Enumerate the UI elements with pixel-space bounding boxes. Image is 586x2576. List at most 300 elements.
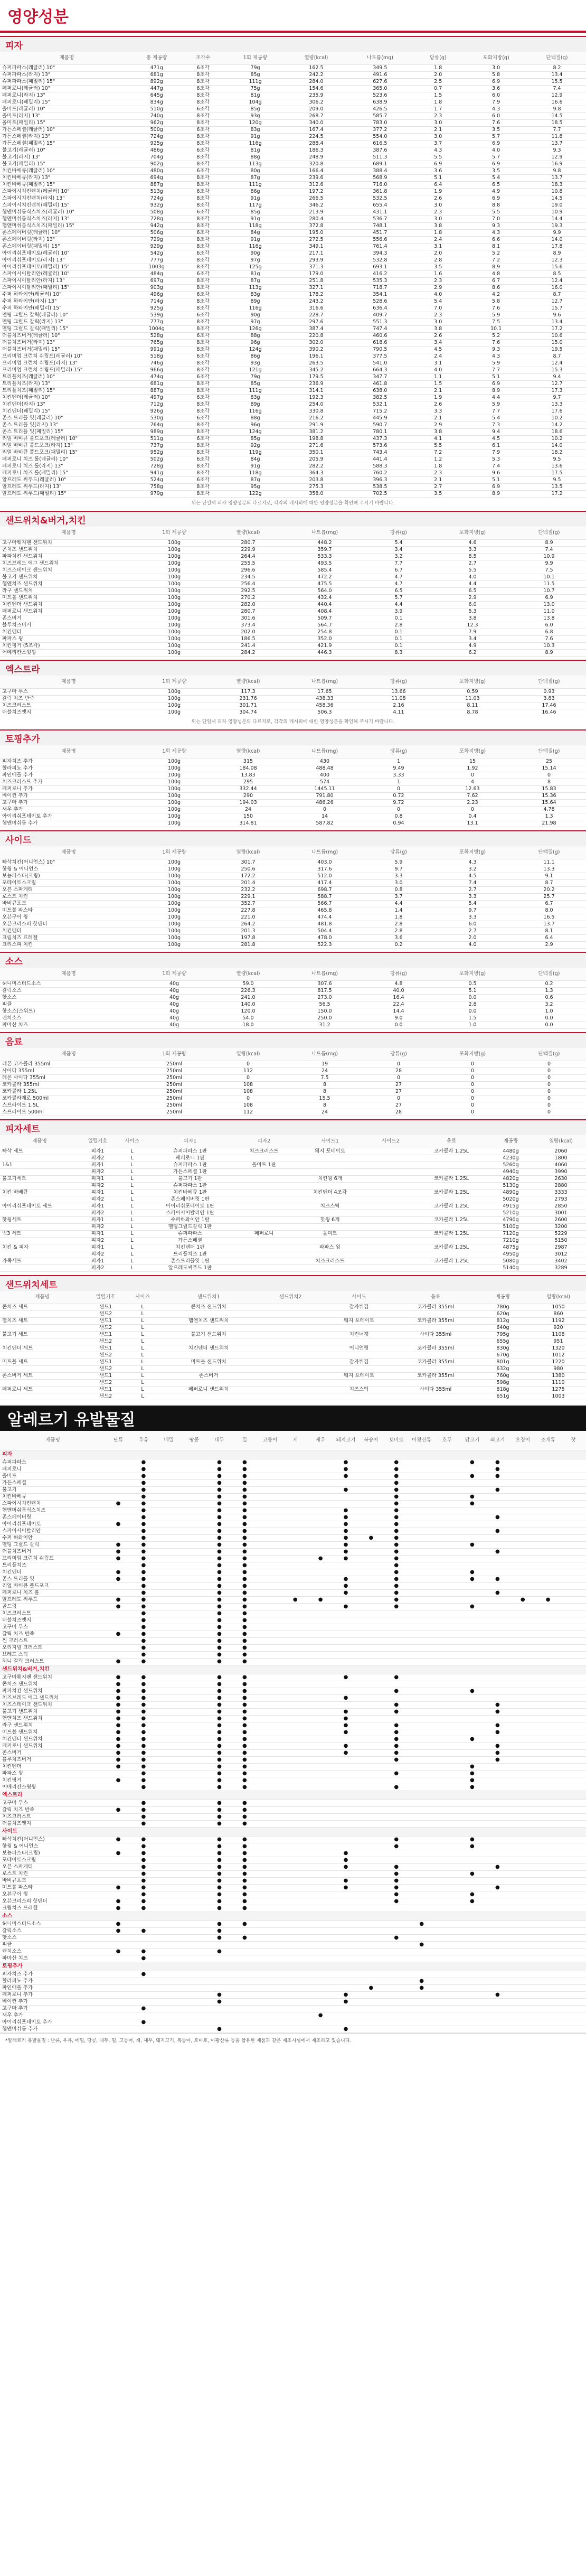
table-cell: 9.6 bbox=[464, 470, 528, 477]
table-cell: 3.6 bbox=[364, 935, 433, 942]
table-cell: 0 bbox=[433, 1095, 512, 1102]
row-product-name: 수퍼 하와이안(패밀리) 15" bbox=[0, 305, 134, 312]
allergen-dot-icon: ● bbox=[333, 1514, 358, 1521]
table-cell: 19.5 bbox=[528, 346, 586, 353]
table-row bbox=[0, 1777, 586, 1784]
column-header: 열량(kcal) bbox=[211, 846, 285, 859]
allergen-empty-cell bbox=[485, 1501, 510, 1507]
allergen-empty-cell bbox=[409, 1928, 434, 1935]
allergen-empty-cell bbox=[182, 1695, 207, 1702]
row-product-name: 고구마웨지팬 샌드위치 bbox=[0, 1674, 106, 1681]
allergen-empty-cell bbox=[282, 1535, 308, 1542]
allergen-empty-cell bbox=[333, 1757, 358, 1764]
row-product-name: 알프레도 씨푸드(레귤러) 10" bbox=[0, 477, 134, 484]
table-cell: 2.9 bbox=[512, 942, 586, 949]
allergen-empty-cell bbox=[485, 1949, 510, 1955]
table-cell: 290 bbox=[211, 793, 285, 800]
allergen-empty-cell bbox=[182, 1542, 207, 1549]
table-cell bbox=[364, 1196, 417, 1203]
row-product-name: 치즈브레드 에그 샌드위치 bbox=[0, 560, 137, 567]
table-cell: 486.26 bbox=[285, 800, 364, 807]
table-row bbox=[0, 1631, 586, 1638]
table-cell: 27 bbox=[364, 1102, 433, 1109]
table-row bbox=[0, 1148, 586, 1155]
table-cell: 228.7 bbox=[284, 312, 348, 319]
table-cell: 8.9 bbox=[512, 540, 586, 547]
allergen-empty-cell bbox=[561, 1480, 586, 1487]
table-cell: 100g bbox=[137, 554, 211, 560]
allergen-empty-cell bbox=[182, 1521, 207, 1528]
table-cell: L bbox=[127, 1332, 158, 1338]
allergen-empty-cell bbox=[358, 1514, 384, 1521]
table-cell: 3289 bbox=[536, 1265, 586, 1272]
allergen-empty-cell bbox=[561, 1459, 586, 1466]
table-cell: 8조각 bbox=[180, 367, 226, 374]
table-cell: 474.4 bbox=[285, 914, 364, 921]
allergen-empty-cell bbox=[182, 1898, 207, 1905]
allergen-empty-cell bbox=[282, 1695, 308, 1702]
table-cell: 536.7 bbox=[348, 216, 412, 223]
row-product-name: 고구마 추가 bbox=[0, 800, 137, 807]
allergen-empty-cell bbox=[358, 2026, 384, 2033]
row-product-name: 존스 트리플 잇(패밀리) 15" bbox=[0, 429, 134, 436]
allergen-dot-icon: ● bbox=[232, 1542, 257, 1549]
allergen-empty-cell bbox=[409, 1784, 434, 1791]
table-cell: 350.1 bbox=[284, 449, 348, 456]
allergen-empty-cell bbox=[156, 1850, 182, 1857]
table-row bbox=[0, 484, 586, 491]
table-row bbox=[0, 873, 586, 880]
row-product-name: 핫윙 & 어니언스 bbox=[0, 866, 137, 873]
allergen-empty-cell bbox=[510, 1949, 535, 1955]
table-cell: 636.4 bbox=[348, 305, 412, 312]
allergen-empty-cell bbox=[106, 1857, 131, 1864]
allergen-empty-cell bbox=[434, 1777, 460, 1784]
allergen-empty-cell bbox=[510, 1837, 535, 1843]
table-row bbox=[0, 942, 586, 949]
allergen-empty-cell bbox=[282, 1971, 308, 1978]
table-cell: 1.2 bbox=[412, 456, 464, 463]
table-cell: 791.80 bbox=[285, 793, 364, 800]
table-cell: 샌드1 bbox=[84, 1318, 127, 1325]
allergen-dot-icon: ● bbox=[232, 1501, 257, 1507]
table-cell: 5210g bbox=[486, 1210, 536, 1217]
allergen-empty-cell bbox=[459, 1549, 485, 1556]
row-product-name bbox=[0, 1338, 84, 1345]
allergen-dot-icon: ● bbox=[232, 1681, 257, 1688]
table-cell: 2.8 bbox=[364, 928, 433, 935]
table-cell: L bbox=[127, 1325, 158, 1332]
table-cell: 0 bbox=[512, 1109, 586, 1116]
allergen-empty-cell bbox=[510, 1864, 535, 1871]
table-cell: 239.6 bbox=[284, 175, 348, 182]
allergen-dot-icon: ● bbox=[459, 1459, 485, 1466]
allergen-empty-cell bbox=[257, 1898, 282, 1905]
table-cell: 430 bbox=[285, 758, 364, 765]
table-cell: 19.3 bbox=[528, 223, 586, 230]
allergen-empty-cell bbox=[459, 1928, 485, 1935]
allergen-empty-cell bbox=[409, 1843, 434, 1850]
row-product-name: 햄치즈 세트 bbox=[0, 1318, 84, 1325]
table-cell: 929g bbox=[134, 243, 180, 250]
allergen-empty-cell bbox=[308, 1971, 333, 1978]
row-product-name: 치킨 바베큐 bbox=[0, 1189, 79, 1196]
allergen-dot-icon: ● bbox=[207, 1850, 232, 1857]
table-cell: L bbox=[116, 1217, 148, 1224]
table-cell bbox=[232, 1265, 296, 1272]
allergen-empty-cell bbox=[409, 1716, 434, 1722]
allergen-dot-icon: ● bbox=[207, 1638, 232, 1645]
table-row bbox=[0, 168, 586, 175]
allergen-empty-cell bbox=[257, 1652, 282, 1659]
table-cell: 307.6 bbox=[285, 981, 364, 988]
allergen-empty-cell bbox=[535, 1928, 561, 1935]
row-product-name: 멜팅 그릴드 갈릭(라지) 13" bbox=[0, 319, 134, 326]
allergen-empty-cell bbox=[434, 1542, 460, 1549]
allergen-empty-cell bbox=[182, 1624, 207, 1631]
allergen-empty-cell bbox=[333, 1921, 358, 1928]
allergen-dot-icon: ● bbox=[485, 1722, 510, 1729]
table-row bbox=[0, 1507, 586, 1514]
table-row bbox=[0, 1800, 586, 1807]
table-cell: 2.7 bbox=[433, 887, 512, 894]
allergen-empty-cell bbox=[333, 1702, 358, 1709]
allergen-empty-cell bbox=[156, 1528, 182, 1535]
table-cell: 0 bbox=[433, 1109, 512, 1116]
allergen-column-header: 밀 bbox=[232, 1431, 257, 1450]
table-cell: 피자1 bbox=[79, 1162, 116, 1169]
allergen-empty-cell bbox=[510, 1885, 535, 1891]
row-product-name: 치즈스테이크 샌드위치 bbox=[0, 567, 137, 574]
table-cell: 7.3 bbox=[464, 422, 528, 429]
allergen-empty-cell bbox=[106, 1617, 131, 1624]
allergen-empty-cell bbox=[182, 1736, 207, 1743]
column-header: 나트륨(mg) bbox=[285, 676, 364, 689]
table-cell: 8조각 bbox=[180, 216, 226, 223]
table-cell: 20.2 bbox=[512, 887, 586, 894]
table-cell: 1.8 bbox=[412, 65, 464, 72]
allergen-empty-cell bbox=[358, 1610, 384, 1617]
table-cell: 8조각 bbox=[180, 285, 226, 292]
allergen-empty-cell bbox=[459, 1814, 485, 1821]
table-cell: 3.5 bbox=[464, 168, 528, 175]
row-product-name: 치킨텐더(레귤러) 10" bbox=[0, 395, 134, 401]
allergen-dot-icon: ● bbox=[232, 1695, 257, 1702]
allergen-empty-cell bbox=[182, 1610, 207, 1617]
table-cell: 13.7 bbox=[528, 140, 586, 147]
allergen-empty-cell bbox=[535, 1507, 561, 1514]
table-cell: L bbox=[127, 1366, 158, 1373]
table-cell: 4.9 bbox=[433, 643, 512, 650]
table-cell: 256.4 bbox=[211, 581, 285, 588]
table-cell: 588.7 bbox=[285, 894, 364, 901]
table-cell: 87g bbox=[226, 477, 285, 484]
allergen-dot-icon: ● bbox=[207, 1837, 232, 1843]
allergen-empty-cell bbox=[384, 2006, 409, 2012]
table-cell: 417.4 bbox=[285, 880, 364, 887]
row-product-name: 치킨텐더 샌드위치 bbox=[0, 602, 137, 608]
table-cell: 7.6 bbox=[464, 305, 528, 312]
allergen-empty-cell bbox=[434, 1480, 460, 1487]
table-cell: 254.8 bbox=[285, 629, 364, 636]
table-cell: 6.0 bbox=[464, 113, 528, 120]
table-cell: 0.94 bbox=[364, 820, 433, 827]
allergen-empty-cell bbox=[459, 1597, 485, 1604]
allergen-dot-icon: ● bbox=[207, 1480, 232, 1487]
table-cell bbox=[364, 1183, 417, 1189]
allergen-empty-cell bbox=[409, 1638, 434, 1645]
allergen-dot-icon: ● bbox=[485, 1514, 510, 1521]
allergen-empty-cell bbox=[485, 1878, 510, 1885]
table-row bbox=[0, 367, 586, 374]
table-cell: 8조각 bbox=[180, 401, 226, 408]
table-cell: 724g bbox=[134, 134, 180, 140]
allergen-empty-cell bbox=[282, 1935, 308, 1942]
allergen-empty-cell bbox=[182, 1562, 207, 1569]
allergen-dot-icon: ● bbox=[131, 1722, 156, 1729]
allergen-column-header: 토마토 bbox=[384, 1431, 409, 1450]
table-cell: 942g bbox=[134, 223, 180, 230]
table-cell: 2060 bbox=[536, 1148, 586, 1155]
table-cell: 316.6 bbox=[284, 305, 348, 312]
table-row bbox=[0, 2026, 586, 2033]
table-cell: 3.83 bbox=[512, 696, 586, 702]
table-cell: 8조각 bbox=[180, 237, 226, 243]
allergen-empty-cell bbox=[535, 1487, 561, 1494]
table-cell: 0 bbox=[364, 807, 433, 813]
table-cell bbox=[417, 1196, 486, 1203]
table-cell: 4.1 bbox=[412, 436, 464, 443]
table-cell: 18.3 bbox=[528, 182, 586, 189]
allergen-dot-icon: ● bbox=[232, 1935, 257, 1942]
row-product-name: 랜치소스 bbox=[0, 1015, 137, 1022]
allergen-dot-icon: ● bbox=[106, 1743, 131, 1750]
table-cell: 518g bbox=[134, 353, 180, 360]
column-header: 샌드위치1 bbox=[158, 1291, 259, 1304]
allergen-empty-cell bbox=[434, 1935, 460, 1942]
table-row bbox=[0, 1702, 586, 1709]
allergen-empty-cell bbox=[409, 1521, 434, 1528]
allergen-empty-cell bbox=[257, 1480, 282, 1487]
allergen-dot-icon: ● bbox=[333, 1487, 358, 1494]
allergen-empty-cell bbox=[358, 1837, 384, 1843]
allergen-empty-cell bbox=[510, 1722, 535, 1729]
allergen-empty-cell bbox=[510, 1487, 535, 1494]
table-cell: 5.5 bbox=[412, 443, 464, 449]
table-cell: L bbox=[127, 1393, 158, 1400]
allergen-empty-cell bbox=[156, 1971, 182, 1978]
allergen-dot-icon: ● bbox=[207, 1871, 232, 1878]
allergen-empty-cell bbox=[561, 1528, 586, 1535]
allergen-empty-cell bbox=[358, 1597, 384, 1604]
table-cell: 8조각 bbox=[180, 99, 226, 106]
allergen-empty-cell bbox=[156, 1978, 182, 1985]
table-cell: 250ml bbox=[137, 1089, 211, 1095]
allergen-empty-cell bbox=[485, 1871, 510, 1878]
allergen-dot-icon: ● bbox=[384, 1898, 409, 1905]
allergen-empty-cell bbox=[535, 1757, 561, 1764]
table-cell: 6조각 bbox=[180, 127, 226, 134]
allergen-dot-icon: ● bbox=[232, 1610, 257, 1617]
table-cell: 195.0 bbox=[284, 230, 348, 237]
allergen-empty-cell bbox=[156, 1716, 182, 1722]
allergen-empty-cell bbox=[485, 1480, 510, 1487]
allergen-empty-cell bbox=[485, 1999, 510, 2006]
allergen-empty-cell bbox=[333, 1942, 358, 1949]
table-cell: 15.36 bbox=[512, 793, 586, 800]
table-cell: 코카콜라 1.25L bbox=[417, 1203, 486, 1210]
table-cell: 0 bbox=[364, 1075, 433, 1082]
allergen-empty-cell bbox=[156, 1521, 182, 1528]
allergen-empty-cell bbox=[510, 1507, 535, 1514]
allergen-empty-cell bbox=[257, 1978, 282, 1985]
table-cell: 13.7 bbox=[512, 921, 586, 928]
table-cell: 79g bbox=[226, 65, 285, 72]
allergen-empty-cell bbox=[308, 1955, 333, 1962]
allergen-empty-cell bbox=[156, 1885, 182, 1891]
allergen-empty-cell bbox=[510, 1736, 535, 1743]
table-cell: 0 bbox=[512, 1089, 586, 1095]
allergen-dot-icon: ● bbox=[485, 1702, 510, 1709]
allergen-empty-cell bbox=[333, 1501, 358, 1507]
allergen-empty-cell bbox=[409, 1459, 434, 1466]
allergen-dot-icon: ● bbox=[384, 1576, 409, 1583]
allergen-empty-cell bbox=[308, 1992, 333, 1999]
allergen-empty-cell bbox=[182, 1674, 207, 1681]
table-cell: 40.0 bbox=[364, 988, 433, 995]
allergen-empty-cell bbox=[282, 1999, 308, 2006]
table-cell: 17.2 bbox=[528, 326, 586, 333]
row-product-name: 불고기(패밀리) 15" bbox=[0, 161, 134, 168]
table-cell: 91g bbox=[226, 237, 285, 243]
table-cell: 14.2 bbox=[528, 422, 586, 429]
row-product-name: 더블치즈버거(레귤러) 10" bbox=[0, 333, 134, 340]
table-cell: 7.5 bbox=[512, 567, 586, 574]
table-cell: 150 bbox=[211, 813, 285, 820]
allergen-empty-cell bbox=[510, 1784, 535, 1791]
allergen-dot-icon: ● bbox=[207, 1757, 232, 1764]
table-cell: 4.0 bbox=[433, 574, 512, 581]
table-row bbox=[0, 981, 586, 988]
table-row bbox=[0, 449, 586, 456]
row-product-name: 가든스페셜(레귤러) 10" bbox=[0, 127, 134, 134]
table-cell: 8 bbox=[285, 1082, 364, 1089]
table-cell: 8.5 bbox=[528, 271, 586, 278]
table-cell: 사이다 355ml bbox=[396, 1387, 475, 1393]
table-row bbox=[0, 1176, 586, 1183]
allergen-empty-cell bbox=[510, 1743, 535, 1750]
allergen-empty-cell bbox=[535, 1850, 561, 1857]
table-row bbox=[0, 567, 586, 574]
allergen-empty-cell bbox=[434, 1631, 460, 1638]
allergen-empty-cell bbox=[257, 1942, 282, 1949]
table-row bbox=[0, 1837, 586, 1843]
table-row bbox=[0, 305, 586, 312]
row-product-name bbox=[0, 1251, 79, 1258]
table-cell: 6.9 bbox=[464, 484, 528, 491]
row-product-name: 알프레도 씨푸드 bbox=[0, 1597, 106, 1604]
table-cell: 4230g bbox=[486, 1155, 536, 1162]
row-product-name: 페퍼로니 치즈 롤(패밀리) 15" bbox=[0, 470, 134, 477]
table-cell bbox=[158, 1393, 259, 1400]
allergen-dot-icon: ● bbox=[207, 1576, 232, 1583]
table-cell: 119g bbox=[226, 449, 285, 456]
allergen-empty-cell bbox=[156, 1604, 182, 1610]
table-cell: 13.66 bbox=[364, 689, 433, 696]
table-cell: 5150 bbox=[536, 1238, 586, 1244]
table-cell: 6.5 bbox=[464, 182, 528, 189]
row-product-name: 레몬 코카콜라 355ml bbox=[0, 1061, 137, 1068]
allergen-empty-cell bbox=[156, 1955, 182, 1962]
allergen-empty-cell bbox=[257, 1597, 282, 1604]
allergen-empty-cell bbox=[535, 1750, 561, 1757]
allergen-dot-icon: ● bbox=[232, 1800, 257, 1807]
allergen-dot-icon: ● bbox=[131, 1459, 156, 1466]
allergen-empty-cell bbox=[182, 1800, 207, 1807]
allergen-empty-cell bbox=[510, 1681, 535, 1688]
allergen-empty-cell bbox=[358, 1549, 384, 1556]
allergen-empty-cell bbox=[282, 1898, 308, 1905]
table-cell: 8조각 bbox=[180, 92, 226, 99]
table-cell: 85g bbox=[226, 72, 285, 79]
allergen-empty-cell bbox=[106, 1507, 131, 1514]
allergen-dot-icon: ● bbox=[207, 1702, 232, 1709]
column-header: 단백질(g) bbox=[512, 676, 586, 689]
row-product-name: 미트볼 세트 bbox=[0, 1359, 84, 1366]
allergen-empty-cell bbox=[182, 1750, 207, 1757]
allergen-empty-cell bbox=[485, 1597, 510, 1604]
allergen-empty-cell bbox=[434, 1583, 460, 1590]
allergen-empty-cell bbox=[561, 1891, 586, 1898]
allergen-empty-cell bbox=[333, 1569, 358, 1576]
allergen-dot-icon: ● bbox=[106, 1722, 131, 1729]
row-product-name bbox=[0, 1311, 84, 1318]
allergen-empty-cell bbox=[156, 1569, 182, 1576]
allergen-empty-cell bbox=[282, 1736, 308, 1743]
allergen-empty-cell bbox=[510, 2019, 535, 2026]
table-cell: 100g bbox=[137, 595, 211, 602]
allergen-dot-icon: ● bbox=[207, 2026, 232, 2033]
table-cell: 13.83 bbox=[211, 772, 285, 779]
allergen-dot-icon: ● bbox=[106, 1736, 131, 1743]
table-cell: 7.6 bbox=[464, 340, 528, 346]
column-header: 제품명 bbox=[0, 968, 137, 981]
table-cell: 피자2 bbox=[79, 1224, 116, 1231]
table-cell: 14.5 bbox=[528, 113, 586, 120]
allergen-dot-icon: ● bbox=[232, 1487, 257, 1494]
table-cell: 7.4 bbox=[512, 547, 586, 554]
table-cell: 6조각 bbox=[180, 395, 226, 401]
allergen-empty-cell bbox=[510, 1857, 535, 1864]
allergen-empty-cell bbox=[510, 1871, 535, 1878]
allergen-dot-icon: ● bbox=[106, 1631, 131, 1638]
table-cell: 17.65 bbox=[285, 689, 364, 696]
table-cell: 4.2 bbox=[464, 292, 528, 298]
allergen-empty-cell bbox=[131, 2012, 156, 2019]
table-header-row bbox=[0, 846, 586, 859]
table-cell: 14.0 bbox=[528, 237, 586, 243]
table-header-row bbox=[0, 1431, 586, 1450]
row-product-name bbox=[0, 1155, 79, 1162]
allergen-empty-cell bbox=[434, 1709, 460, 1716]
allergen-empty-cell bbox=[333, 1771, 358, 1777]
table-cell: 샌드2 bbox=[84, 1393, 127, 1400]
table-row bbox=[0, 182, 586, 189]
allergen-empty-cell bbox=[156, 1878, 182, 1885]
allergen-empty-cell bbox=[308, 1549, 333, 1556]
allergen-empty-cell bbox=[358, 1576, 384, 1583]
allergen-dot-icon: ● bbox=[131, 1631, 156, 1638]
